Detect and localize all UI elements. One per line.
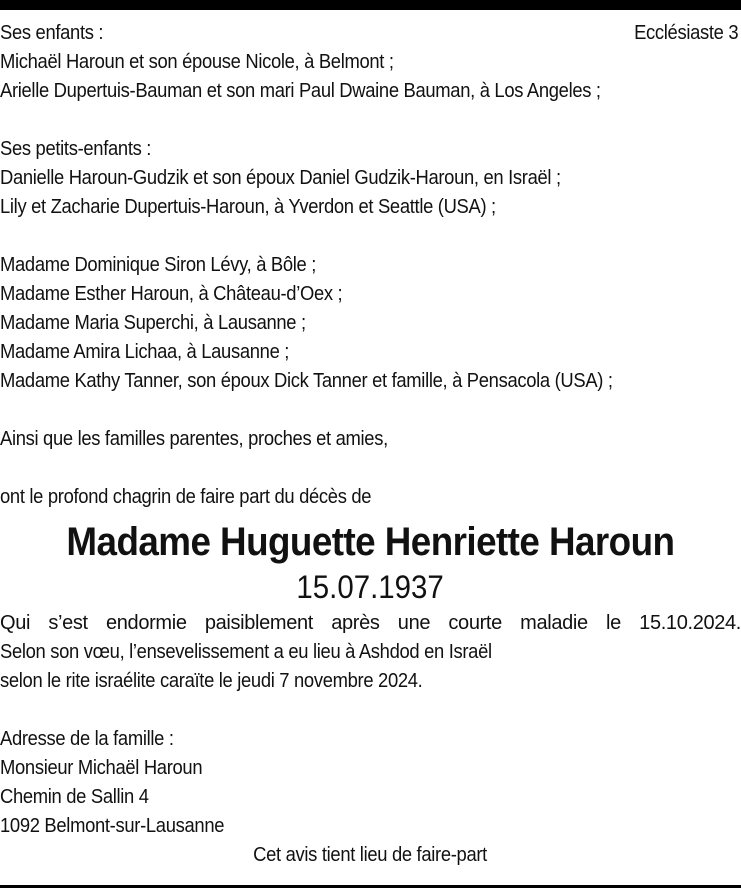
- circumstance-line: Selon son vœu, l’ensevelissement a eu lieu à Ashdod en Israël: [0, 641, 492, 663]
- deceased-name: [0, 517, 741, 567]
- footer-note: [0, 841, 741, 870]
- grandchild-line: Lily et Zacharie Dupertuis-Haroun, à Yverdon et Seattle (USA) ;: [0, 196, 496, 218]
- deceased-name-text: Madame Huguette Henriette Haroun: [66, 520, 675, 564]
- announcement-line: ont le profond chagrin de faire part du décès de: [0, 486, 372, 508]
- top-rule: [0, 0, 741, 10]
- address-line: Chemin de Sallin 4: [0, 786, 149, 808]
- grandchildren-heading: Ses petits-enfants :: [0, 138, 152, 160]
- spacer: [0, 106, 741, 135]
- relative-line: Madame Kathy Tanner, son époux Dick Tanner et famille, à Pensacola (USA) ;: [0, 370, 613, 392]
- address-line: Monsieur Michaël Haroun: [0, 757, 203, 779]
- families-line: Ainsi que les familles parentes, proches et amies,: [0, 428, 388, 450]
- spacer: [0, 222, 741, 251]
- relative-line: Madame Esther Haroun, à Château-d’Oex ;: [0, 283, 343, 305]
- child-line: Michaël Haroun et son épouse Nicole, à Belmont ;: [0, 51, 394, 73]
- children-heading-row: [0, 19, 741, 48]
- grandchild-line: Danielle Haroun-Gudzik et son époux Daniel Gudzik-Haroun, en Israël ;: [0, 167, 561, 189]
- circumstance-line: selon le rite israélite caraïte le jeudi 7 novembre 2024.: [0, 670, 423, 692]
- circumstance-line: Qui s’est endormie paisiblement après une courte maladie le 15.10.2024.: [0, 612, 741, 634]
- relative-line: Madame Dominique Siron Lévy, à Bôle ;: [0, 254, 317, 276]
- footer-note-text: Cet avis tient lieu de faire-part: [253, 844, 488, 866]
- children-heading: Ses enfants :: [0, 22, 104, 44]
- spacer: [0, 454, 741, 483]
- birth-date: [0, 567, 741, 607]
- spacer: [0, 696, 741, 725]
- relative-line: Madame Amira Lichaa, à Lausanne ;: [0, 341, 290, 363]
- obituary-notice: [0, 19, 741, 870]
- bottom-rule: [0, 885, 741, 888]
- quote-reference: Ecclésiaste 3: [633, 22, 738, 44]
- birth-date-text: 15.07.1937: [296, 569, 445, 605]
- relative-line: Madame Maria Superchi, à Lausanne ;: [0, 312, 306, 334]
- address-line: 1092 Belmont-sur-Lausanne: [0, 815, 225, 837]
- address-heading: Adresse de la famille :: [0, 728, 174, 750]
- spacer: [0, 396, 741, 425]
- child-line: Arielle Dupertuis-Bauman et son mari Paul Dwaine Bauman, à Los Angeles ;: [0, 80, 601, 102]
